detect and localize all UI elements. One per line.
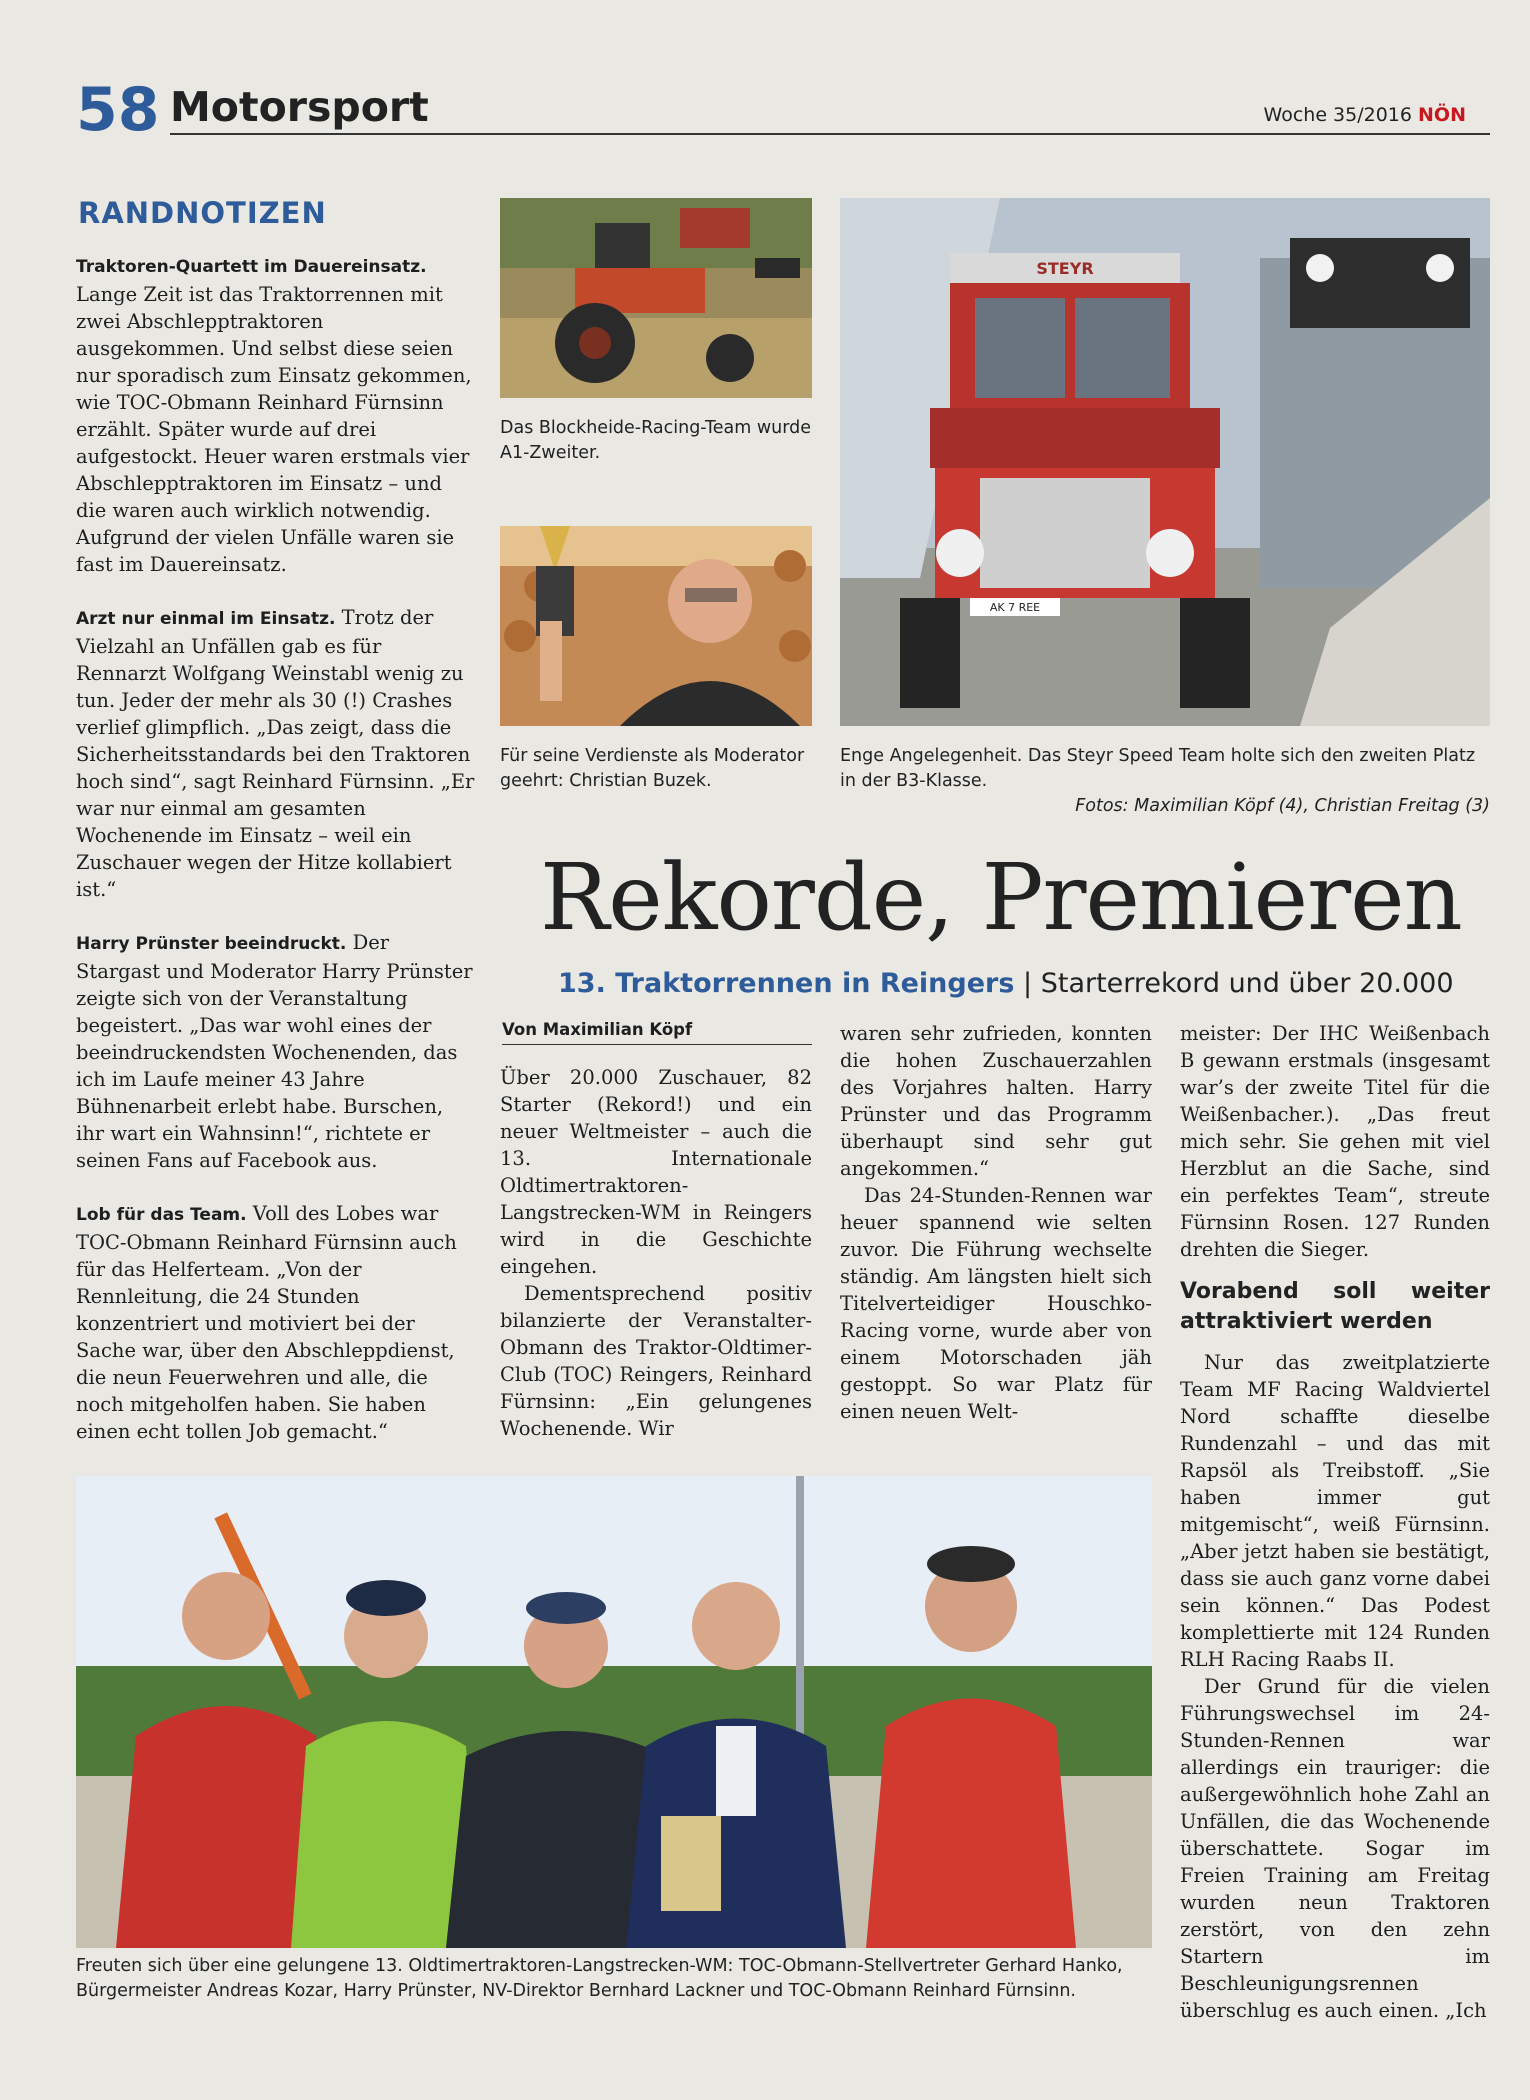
photo-caption-text: Enge Angelegenheit. Das Steyr Speed Team holte sich den zweiten Platz in der B3-Klasse. <box>840 746 1476 791</box>
issue-info <box>1264 104 1466 126</box>
subline-separator: | <box>1023 968 1041 999</box>
sidebar-note-lead: Arzt nur einmal im Einsatz. <box>76 609 336 629</box>
article-subline <box>558 968 1454 999</box>
sidebar-note <box>76 604 476 903</box>
plate-text: AK 7 REE <box>989 601 1041 614</box>
photo-caption <box>840 744 1490 819</box>
section-title: Motorsport <box>170 83 429 131</box>
article-paragraph: meister: Der IHC Weißenbach B gewann erstmals (insgesamt war’s der zweite Titel für die Weißenbacher.). „Das freut mich sehr. Sie gehen mit viel Herzblut an die Sache, sind ein perfektes Team“, streute Fürnsinn Rosen. 127 Runden drehten die Sieger. <box>1180 1022 1490 1261</box>
subline-event: 13. Traktorrennen in Reingers <box>558 968 1015 999</box>
sidebar-note-text: Trotz der Vielzahl an Unfällen gab es für Rennarzt Wolfgang Weinstabl wenig zu tun. Jeder der mehr als 30 (!) Crashes verlief glimpflich. „Das zeigt, dass die Sicherheitsstandards bei den Traktoren hoch sind“, sagt Reinhard Fürnsinn. „Er war nur einmal am gesamten Wochenende im Einsatz – weil ein Zuschauer wegen der Hitze kollabiert ist.“ <box>76 606 475 901</box>
sidebar-note <box>76 1200 476 1445</box>
photo-caption: Freuten sich über eine gelungene 13. Oldtimertraktoren-Langstrecken-WM: TOC-Obmann-Stellvertreter Gerhard Hanko, Bürgermeister Andreas Kozar, Harry Prünster, NV-Direktor Bernhard Lackner und TOC-Obmann Reinhard Fürnsinn. <box>76 1956 1123 2001</box>
sidebar-note-lead: Harry Prünster beeindruckt. <box>76 934 347 954</box>
article-paragraph: waren sehr zufrieden, konnten die hohen Zuschauerzahlen des Vorjahres halten. Harry Prünster und das Programm überhaupt sind sehr gut angekommen.“ <box>840 1022 1152 1180</box>
sidebar-note-text: Voll des Lobes war TOC-Obmann Reinhard Fürnsinn auch für das Helferteam. „Von der Rennleitung, die 24 Stunden konzentriert und motiviert bei der Sache war, über den Abschleppdienst, die neun Feuerwehren und alle, die noch mitgeholfen haben. Sie haben einen echt tollen Job gemacht.“ <box>76 1202 457 1443</box>
subline-tagline: Starterrekord und über 20.000 <box>1040 968 1454 999</box>
article-column-3 <box>1180 1020 1490 2024</box>
header-rule <box>170 133 1490 135</box>
sidebar-note-text: Der Stargast und Moderator Harry Prünster zeigte sich von der Veranstaltung begeistert. „Das war wohl eines der beeindruckendsten Wochenenden, das ich im Laufe meiner 43 Jahre Bühnenarbeit erlebt habe. Burschen, ihr wart ein Wahnsinn!“, richtete er seinen Fans auf Facebook aus. <box>76 931 473 1172</box>
article-paragraph: Über 20.000 Zuschauer, 82 Starter (Rekord!) und ein neuer Weltmeister – auch die 13. Internationale Oldtimertraktoren-Langstrecken-WM in Reingers wird in die Geschichte eingehen. <box>500 1066 812 1278</box>
sidebar-note-text: Lange Zeit ist das Traktorrennen mit zwei Abschlepptraktoren ausgekommen. Und selbst diese seien nur sporadisch zum Einsatz gekommen, wie TOC-Obmann Reinhard Fürnsinn erzählt. Später wurde auf drei aufgestockt. Heuer waren erstmals vier Abschlepptraktoren im Einsatz – und die waren auch wirklich notwendig. Aufgrund der vielen Unfälle waren sie fast im Dauereinsatz. <box>76 283 472 576</box>
sidebar-note-lead: Traktoren-Quartett im Dauereinsatz. <box>76 257 427 277</box>
photo-moderator <box>500 526 812 726</box>
sidebar-title: RANDNOTIZEN <box>78 196 327 230</box>
article-subhead: Vorabend soll weiter attraktiviert werden <box>1180 1279 1490 1334</box>
article-headline: Rekorde, Premieren <box>540 844 1462 951</box>
photo-steyr-tractor <box>840 198 1490 726</box>
photo-caption: Für seine Verdienste als Moderator geehrt: Christian Buzek. <box>500 746 805 791</box>
article-paragraph: Dementsprechend positiv bilanzierte der Veranstalter-Obmann des Traktor-Oldtimer-Club (TOC) Reingers, Reinhard Fürnsinn: „Ein gelungenes Wochenende. Wir <box>500 1282 812 1440</box>
photo-group <box>76 1476 1152 1948</box>
page-number: 58 <box>76 75 160 145</box>
sidebar-notes <box>76 252 476 1471</box>
photo-caption: Das Blockheide-Racing-Team wurde A1-Zweiter. <box>500 418 811 463</box>
photo-credit: Fotos: Maximilian Köpf (4), Christian Freitag (3) <box>1075 796 1490 816</box>
sidebar-note-lead: Lob für das Team. <box>76 1205 247 1225</box>
article-paragraph: Der Grund für die vielen Führungswechsel im 24-Stunden-Rennen war allerdings ein trauriger: die außergewöhnlich hohe Zahl an Unfällen, die das Wochenende überschattete. Sogar im Freien Training am Freitag wurden neun Traktoren zerstört, von den zehn Startern im Beschleunigungsrennen überschlug es auch einen. „Ich <box>1180 1675 1490 2022</box>
sidebar-note <box>76 929 476 1174</box>
sidebar-note <box>76 252 476 578</box>
article-byline: Von Maximilian Köpf <box>502 1020 693 1039</box>
brand-logo: NÖN <box>1418 104 1466 126</box>
article-paragraph: Das 24-Stunden-Rennen war heuer spannend wie selten zuvor. Die Führung wechselte ständig. Am längsten hielt sich Titelverteidiger Houschko-Racing vorne, wurde aber von einem Motorschaden jäh gestoppt. So war Platz für einen neuen Welt- <box>840 1184 1152 1423</box>
article-paragraph: Nur das zweitplatzierte Team MF Racing Waldviertel Nord schaffte dieselbe Rundenzahl – und das mit Rapsöl als Treibstoff. „Sie haben immer gut mitgemischt“, weiß Fürnsinn. „Aber jetzt haben sie bestätigt, dass sie auch ganz vorne dabei sein können.“ Das Podest komplettierte mit 124 Runden RLH Racing Raabs II. <box>1180 1351 1490 1671</box>
steyr-sign: STEYR <box>1036 259 1094 278</box>
byline-rule <box>502 1044 812 1045</box>
article-column-2 <box>840 1020 1152 1425</box>
photo-blockheide-tractor <box>500 198 812 398</box>
article-column-1 <box>500 1064 812 1442</box>
issue-week: Woche 35/2016 <box>1263 104 1412 126</box>
